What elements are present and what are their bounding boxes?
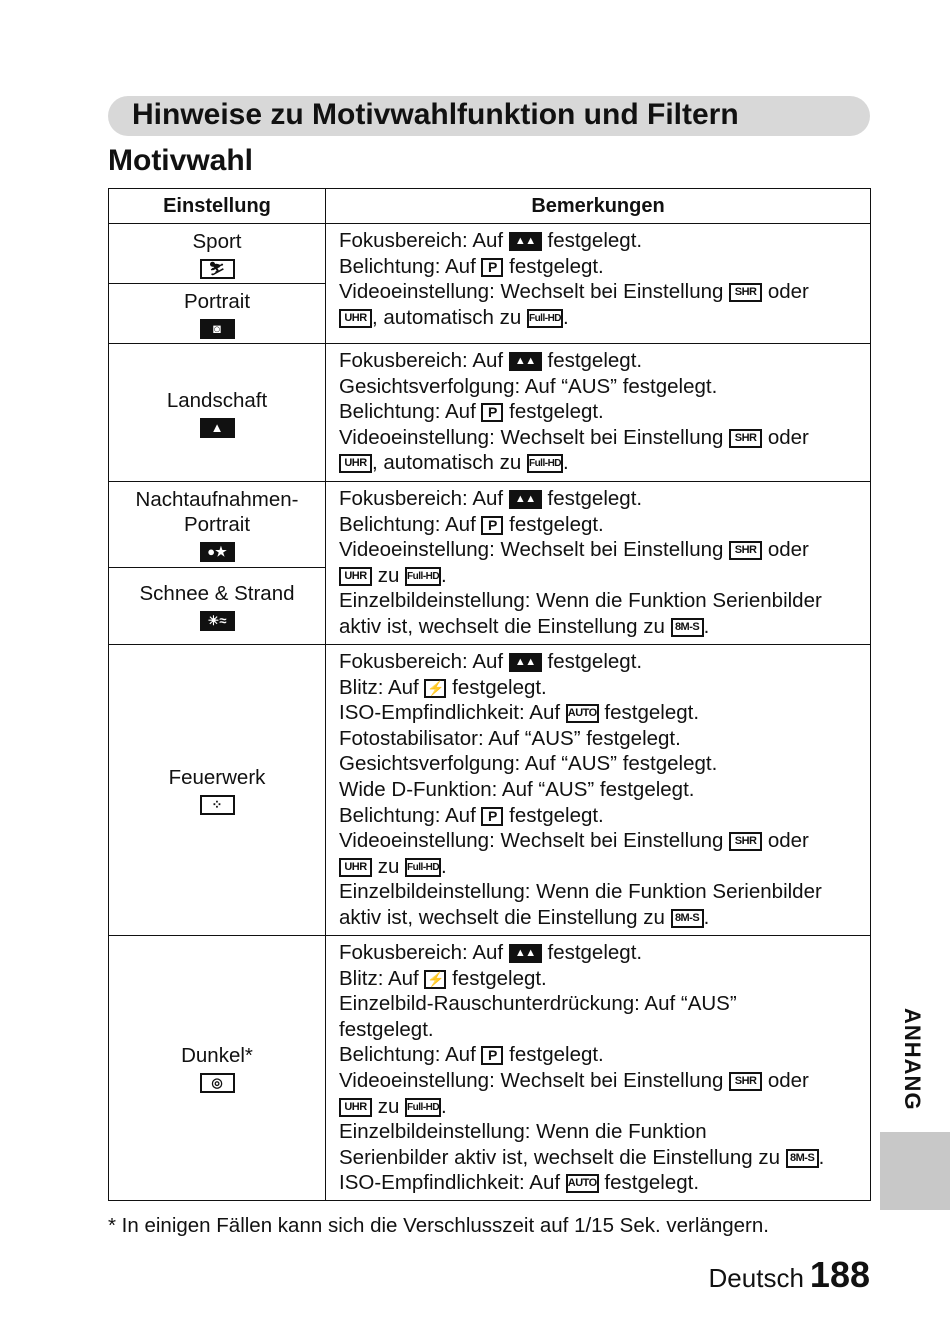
focus-mode-icon: ▲▲ (509, 232, 542, 251)
table-header-row (109, 189, 871, 224)
video-shr-icon: SHR (729, 1072, 762, 1091)
table-row (109, 936, 871, 1201)
remarks-cell: Fokusbereich: Auf ▲▲ festgelegt. Belichtung: Auf P festgelegt. Videoeinstellung: Wechselt bei Einstellung SHR oder UHR zu Full-HD. Einzelbildeinstellung: Wenn die Funktion Serienbilder aktiv ist, wechselt die Einstellung zu 8M-S . (326, 482, 871, 645)
fireworks-icon: ⁘ (200, 795, 235, 815)
setting-label: Landschaft (166, 388, 268, 412)
full-hd-icon: Full-HD (405, 858, 441, 877)
setting-label: Nachtaufnahmen- (135, 488, 299, 511)
focus-mode-icon: ▲▲ (509, 653, 542, 672)
p-mode-icon: P (481, 1046, 503, 1065)
banner-title: Hinweise zu Motivwahlfunktion und Filtern (132, 98, 739, 131)
setting-portrait (109, 284, 326, 344)
header-setting: Einstellung (109, 189, 326, 224)
video-uhr-icon: UHR (339, 567, 372, 586)
8m-s-icon: 8M-S (671, 909, 704, 928)
8m-s-icon: 8M-S (786, 1149, 819, 1168)
scene-table (108, 188, 871, 1201)
section-banner (108, 96, 870, 136)
setting-nachtaufnahmen (109, 482, 326, 568)
page-footer (709, 1254, 870, 1296)
video-uhr-icon: UHR (339, 1098, 372, 1117)
remarks-cell: Fokusbereich: Auf ▲▲ festgelegt. Gesichtsverfolgung: Auf “AUS” festgelegt. Belichtung: Auf P festgelegt. Videoeinstellung: Wechselt bei Einstellung SHR oder UHR , automatisch zu Full-HD. (326, 344, 871, 482)
table-row (109, 224, 871, 284)
focus-mode-icon: ▲▲ (509, 490, 542, 509)
video-shr-icon: SHR (729, 832, 762, 851)
setting-schnee-strand (109, 568, 326, 645)
full-hd-icon: Full-HD (405, 567, 441, 586)
full-hd-icon: Full-HD (527, 454, 563, 473)
setting-label: Portrait (183, 289, 251, 313)
setting-landschaft (109, 344, 326, 482)
portrait-icon: ◙ (200, 319, 235, 339)
focus-mode-icon: ▲▲ (509, 352, 542, 371)
remarks-cell: Fokusbereich: Auf ▲▲ festgelegt. Blitz: Auf ⚡ festgelegt. Einzelbild-Rauschunterdrückung: Auf “AUS” festgelegt. Belichtung: Auf P festgelegt. Videoeinstellung: Wechselt bei Einstellung SHR oder UHR zu Full-HD. Einzelbildeinstellung: Wenn die Funktion Serienbilder aktiv ist, wechselt die Einstellung zu 8M-S . ISO-Empfindlichkeit: Auf AUTO festgelegt. (326, 936, 871, 1201)
side-tab-label: ANHANG (900, 1008, 925, 1111)
footnote: * In einigen Fällen kann sich die Verschlusszeit auf 1/15 Sek. verlängern. (108, 1214, 769, 1237)
remarks-cell: Fokusbereich: Auf ▲▲ festgelegt. Belichtung: Auf P festgelegt. Videoeinstellung: Wechselt bei Einstellung SHR oder UHR , automatisch zu Full-HD. (326, 224, 871, 344)
setting-sport (109, 224, 326, 284)
snow-beach-icon: ☀≈ (200, 611, 235, 631)
full-hd-icon: Full-HD (527, 309, 563, 328)
iso-auto-icon: AUTO (566, 1174, 599, 1193)
flash-off-icon: ⚡ (424, 679, 446, 698)
p-mode-icon: P (481, 516, 503, 535)
p-mode-icon: P (481, 258, 503, 277)
table-row (109, 344, 871, 482)
video-uhr-icon: UHR (339, 309, 372, 328)
flash-off-icon: ⚡ (424, 970, 446, 989)
setting-dunkel (109, 936, 326, 1201)
setting-label: Portrait (183, 513, 251, 536)
video-shr-icon: SHR (729, 541, 762, 560)
p-mode-icon: P (481, 403, 503, 422)
remarks-cell: Fokusbereich: Auf ▲▲ festgelegt. Blitz: Auf ⚡ festgelegt. ISO-Empfindlichkeit: Auf AUTO festgelegt. Fotostabilisator: Auf “AUS” festgelegt. Gesichtsverfolgung: Auf “AUS” festgelegt. Wide D-Funktion: Auf “AUS” festgelegt. Belichtung: Auf P festgelegt. Videoeinstellung: Wechselt bei Einstellung SHR oder UHR zu Full-HD. Einzelbildeinstellung: Wenn die Funktion Serienbilder aktiv ist, wechselt die Einstellung zu 8M-S . (326, 645, 871, 936)
setting-label: Schnee & Strand (139, 582, 295, 605)
setting-feuerwerk (109, 645, 326, 936)
setting-label: Dunkel* (181, 1044, 253, 1067)
setting-label: Sport (192, 229, 242, 253)
header-remarks: Bemerkungen (326, 189, 871, 224)
iso-auto-icon: AUTO (566, 704, 599, 723)
table-row (109, 482, 871, 568)
video-shr-icon: SHR (729, 429, 762, 448)
table-row (109, 645, 871, 936)
page-number: 188 (809, 1254, 870, 1295)
section-title: Motivwahl (108, 144, 254, 177)
side-tab (880, 1132, 950, 1210)
footer-language: Deutsch (708, 1263, 804, 1293)
dark-scene-icon: ◎ (200, 1073, 235, 1093)
video-shr-icon: SHR (729, 283, 762, 302)
sport-icon: ⛷ (200, 259, 235, 279)
focus-mode-icon: ▲▲ (509, 944, 542, 963)
video-uhr-icon: UHR (339, 454, 372, 473)
full-hd-icon: Full-HD (405, 1098, 441, 1117)
setting-label: Feuerwerk (168, 766, 266, 789)
video-uhr-icon: UHR (339, 858, 372, 877)
p-mode-icon: P (481, 807, 503, 826)
night-portrait-icon: ●★ (200, 542, 235, 562)
8m-s-icon: 8M-S (671, 618, 704, 637)
landscape-icon: ▲ (200, 418, 235, 438)
